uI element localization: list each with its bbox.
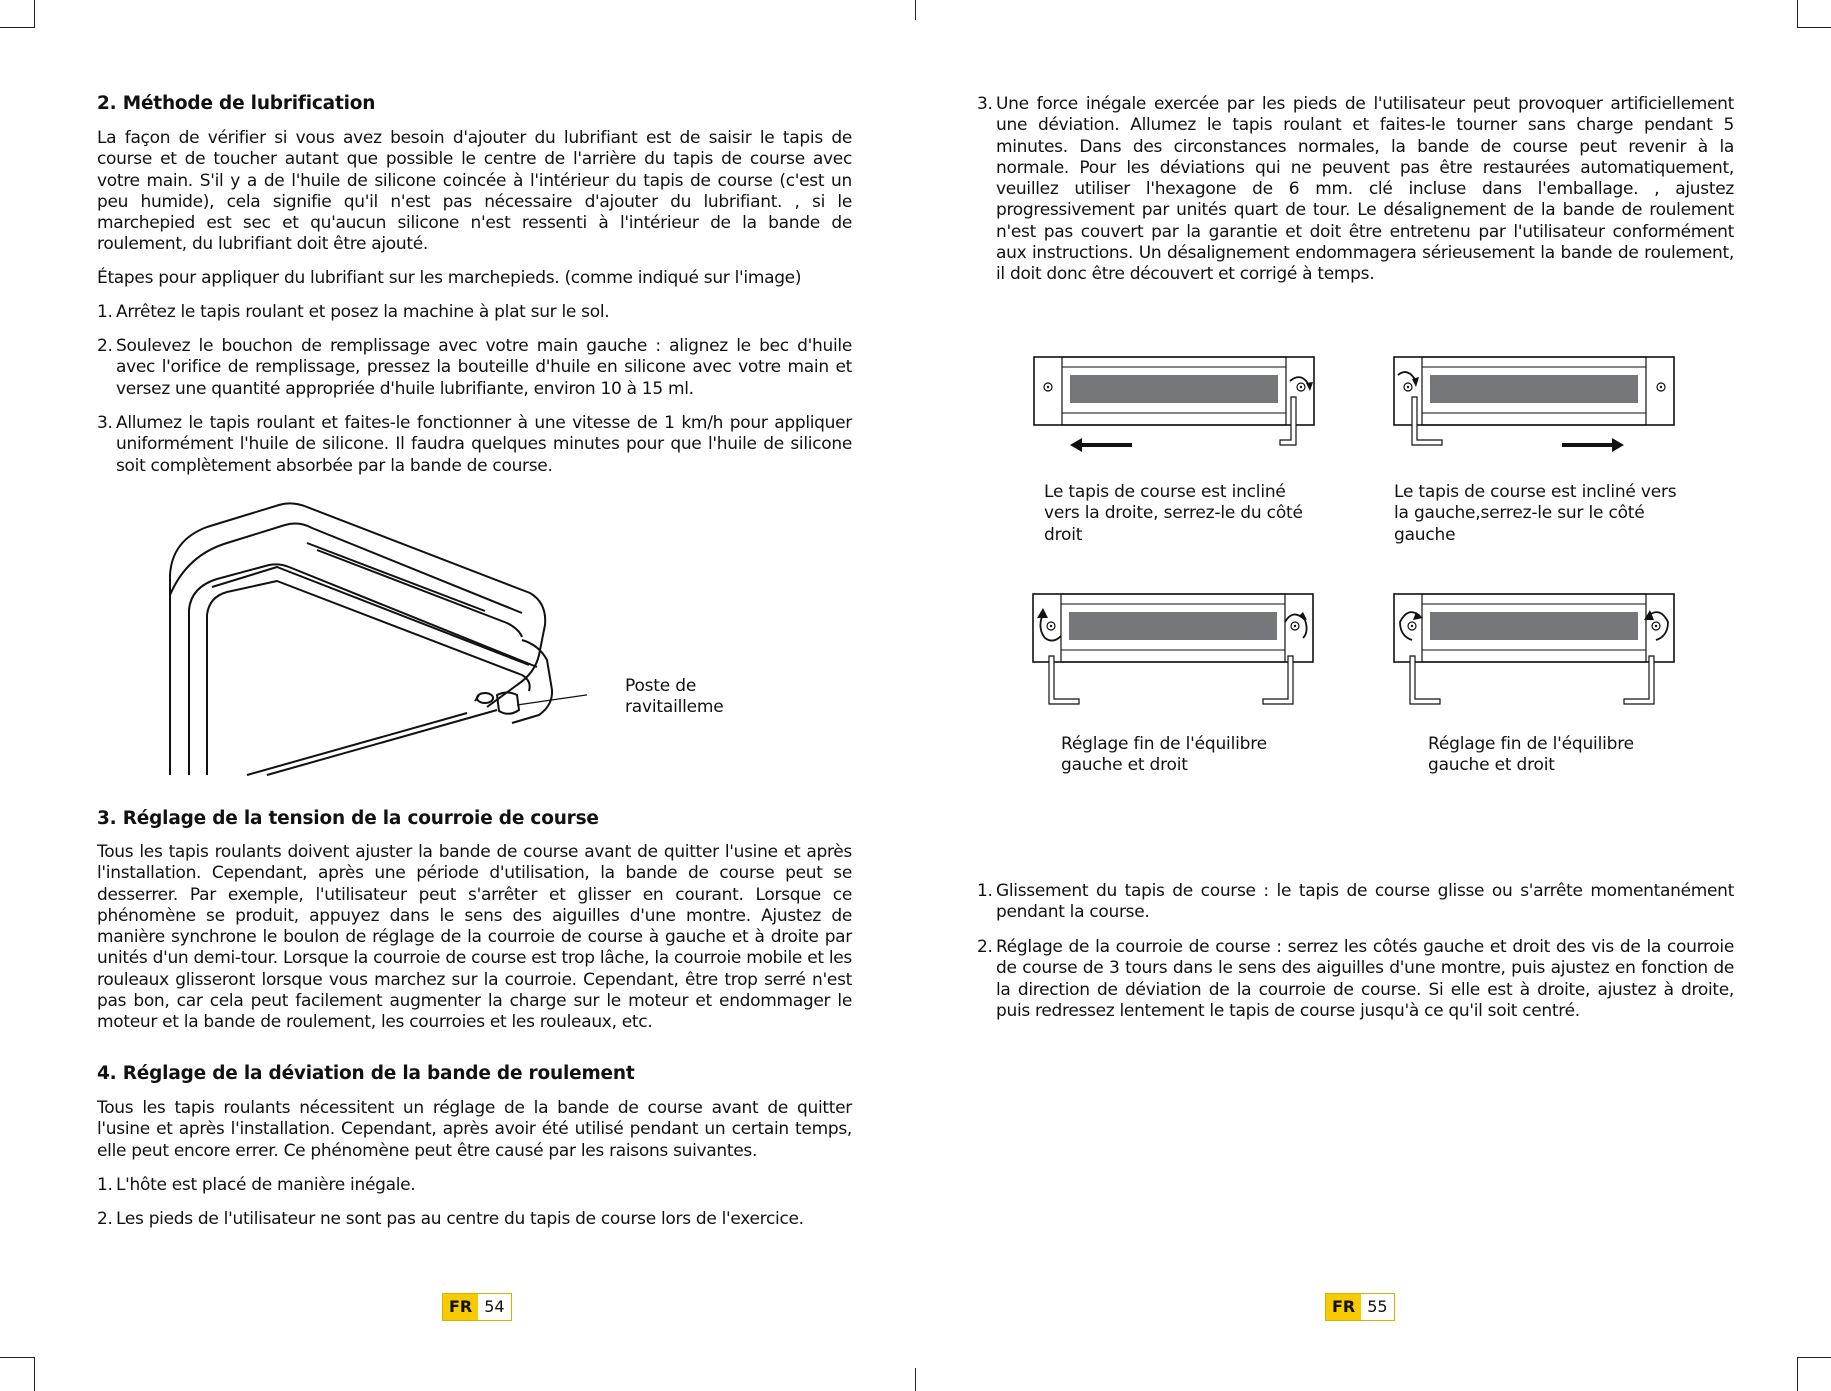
crop-mark	[0, 27, 34, 28]
treadmill-illustration	[167, 495, 587, 785]
list-item: 1. L'hôte est placé de manière inégale.	[97, 1175, 416, 1195]
list-item: 1. Glissement du tapis de course : le tapis de course glisse ou s'arrête momentanément pendant la course.	[977, 881, 1734, 923]
page-number: FR 54	[442, 1293, 512, 1321]
diagram-caption: Le tapis de course est incliné vers la gauche,serrez-le sur le côté gauche	[1394, 482, 1677, 545]
crop-mark	[1797, 0, 1798, 28]
crop-mark	[34, 1357, 35, 1391]
crop-mark	[1797, 1357, 1831, 1358]
figure-label: Poste de ravitailleme	[625, 676, 724, 718]
list-item: 3. Allumez le tapis roulant et faites-le fonctionner à une vitesse de 1 km/h pour appliquer uniformément l'huile de silicone. Il faudra quelques minutes pour que l'huile de silicone soit complètement absorbée par la bande de course.	[97, 413, 852, 476]
diagram-caption: Réglage fin de l'équilibre gauche et droit	[1061, 734, 1267, 776]
list-item: 1. Arrêtez le tapis roulant et posez la machine à plat sur le sol.	[97, 302, 610, 322]
crop-mark	[915, 1368, 916, 1391]
deviation-paragraph: Tous les tapis roulants nécessitent un réglage de la bande de course avant de quitter l'usine et après l'installation. Cependant, après avoir été utilisé pendant un certain temps, elle peut encore errer. Ce phénomène peut être causé par les raisons suivantes.	[97, 1098, 852, 1161]
list-item: 2. Soulevez le bouchon de remplissage avec votre main gauche : alignez le bec d'huile avec l'orifice de remplissage, pressez la bouteille d'huile en silicone avec votre main et versez une quantité appropriée d'huile lubrifiante, environ 10 à 15 ml.	[97, 336, 852, 399]
page-number: FR 55	[1325, 1293, 1395, 1321]
tension-paragraph: Tous les tapis roulants doivent ajuster la bande de course avant de quitter l'usine et après l'installation. Cependant, après une période d'utilisation, la bande de course peut se desserrer. Par exemple, l'utilisateur peut s'arrêter et glisser en courant. Lorsque ce phénomène se produit, appuyez dans le sens des aiguilles d'une montre. Ajustez de manière synchrone le boulon de réglage de la courroie de course à gauche et à droite par unités d'un demi-tour. Lorsque la courroie de course est trop lâche, la courroie mobile et les rouleaux glisseront lorsque vous marchez sur la courroie. Cependant, être trop serré n'est pas bon, car cela peut facilement augmenter la charge sur le moteur et endommager le moteur et la bande de roulement, les courroies et les rouleaux, etc.	[97, 842, 852, 1033]
list-item: 3. Une force inégale exercée par les pieds de l'utilisateur peut provoquer artificiellement une déviation. Allumez le tapis roulant et faites-le tourner sans charge pendant 5 minutes. Dans des circonstances normales, la bande de course peut revenir à la normale. Pour les déviations qui ne peuvent pas être restaurées automatiquement, veuillez utiliser l'hexagone de 6 mm. clé incluse dans l'emballage. , ajustez progressivement par unités quart de tour. Le désalignement de la bande de roulement n'est pas couvert par la garantie et doit être entretenu par l'utilisateur conformément aux instructions. Un désalignement endommagera sérieusement la bande de roulement, il doit donc être découvert et corrigé à temps.	[977, 94, 1734, 285]
diagram-caption: Réglage fin de l'équilibre gauche et droit	[1428, 734, 1634, 776]
section-heading-tension: 3. Réglage de la tension de la courroie de course	[97, 808, 599, 829]
left-page	[97, 0, 854, 1391]
lubrification-paragraph: La façon de vérifier si vous avez besoin d'ajouter du lubrifiant est de saisir le tapis de course et de toucher autant que possible le centre de l'arrière du tapis de course avec votre main. S'il y a de l'huile de silicone coincée à l'intérieur du tapis de course (c'est un peu humide), cela signifie qu'il n'est pas nécessaire d'ajouter du lubrifiant. , si le marchepied est sec et qu'aucun silicone n'est ressenti à l'intérieur de la bande de roulement, du lubrifiant doit être ajouté.	[97, 128, 852, 255]
list-item: 2. Réglage de la courroie de course : serrez les côtés gauche et droit des vis de la courroie de course de 3 tours dans le sens des aiguilles d'une montre, puis ajustez en fonction de la direction de déviation de la courroie de course. Si elle est à droite, ajustez à droite, puis redressez lentement le tapis de course jusqu'à ce qu'il soit centré.	[977, 937, 1734, 1021]
belt-diagram-icon	[1032, 355, 1332, 455]
belt-diagram-icon	[1392, 592, 1692, 712]
crop-mark	[1797, 27, 1831, 28]
lubrification-steps-intro: Étapes pour appliquer du lubrifiant sur les marchepieds. (comme indiqué sur l'image)	[97, 268, 802, 288]
crop-mark	[915, 0, 916, 20]
list-item: 2. Les pieds de l'utilisateur ne sont pas au centre du tapis de course lors de l'exercice.	[97, 1209, 804, 1229]
diagram-caption: Le tapis de course est incliné vers la droite, serrez-le du côté droit	[1044, 482, 1303, 545]
right-page	[977, 0, 1734, 1391]
crop-mark	[0, 1357, 34, 1358]
belt-diagram-icon	[1031, 592, 1331, 712]
crop-mark	[1797, 1357, 1798, 1391]
belt-diagram-icon	[1392, 355, 1692, 455]
section-heading-lubrification: 2. Méthode de lubrification	[97, 93, 376, 114]
crop-mark	[34, 0, 35, 28]
section-heading-deviation: 4. Réglage de la déviation de la bande de roulement	[97, 1063, 635, 1084]
